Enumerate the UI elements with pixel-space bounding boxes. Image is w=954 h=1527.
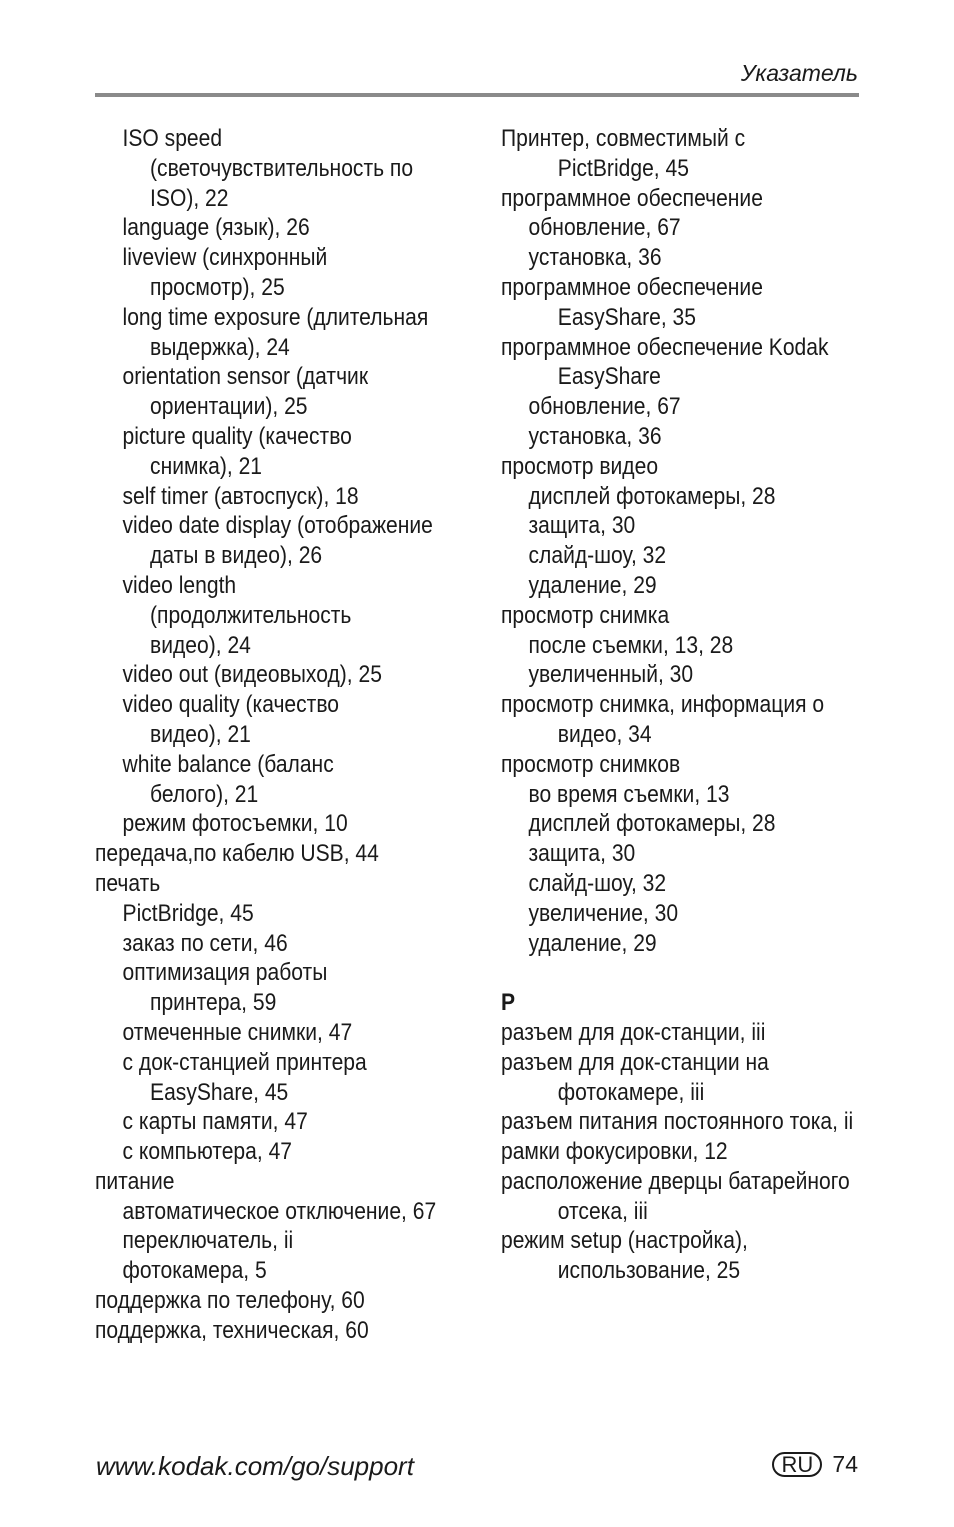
index-entry: просмотр снимка [501, 601, 670, 629]
index-entry: рамки фокусировки, 12 [501, 1138, 728, 1166]
index-entry: питание [95, 1167, 175, 1195]
index-entry: video quality (качество [122, 691, 340, 719]
index-entry: (светочувствительность по [150, 154, 414, 182]
index-entry: после съемки, 13, 28 [528, 631, 734, 659]
index-entry: разъем для док-станции на [501, 1048, 769, 1076]
index-entry: даты в видео), 26 [150, 542, 323, 570]
index-entry: переключатель, ii [122, 1227, 294, 1255]
index-entry: liveview (синхронный [122, 244, 328, 272]
index-entry: автоматическое отключение, 67 [122, 1197, 437, 1225]
index-entry: программное обеспечение Kodak [501, 333, 829, 361]
page-number: 74 [832, 1451, 858, 1477]
index-entry: отмеченные снимки, 47 [122, 1018, 353, 1046]
index-entry: с компьютера, 47 [122, 1138, 293, 1166]
index-entry: дисплей фотокамеры, 28 [528, 482, 776, 510]
index-entry: orientation sensor (датчик [122, 363, 369, 391]
index-entry: picture quality (качество [122, 422, 352, 450]
index-entry: ISO speed [122, 125, 223, 152]
index-column-right [501, 124, 871, 1286]
index-entry: передача,по кабелю USB, 44 [95, 840, 379, 868]
index-entry: режим setup (настройка), [501, 1227, 748, 1255]
index-entry: установка, 36 [528, 422, 662, 450]
index-entry: заказ по сети, 46 [122, 929, 288, 957]
index-entry: white balance (баланс [122, 750, 334, 778]
index-entry: video length [122, 571, 237, 599]
index-column-left [95, 124, 465, 1346]
index-entry: отсека, iii [557, 1197, 648, 1225]
language-badge: RU [772, 1452, 822, 1477]
page-title: Указатель [740, 60, 858, 86]
index-entry: использование, 25 [557, 1257, 741, 1285]
index-entry: с док-станцией принтера [122, 1048, 367, 1076]
index-entry: печать [95, 869, 161, 897]
index-entry: слайд-шоу, 32 [528, 542, 667, 570]
index-entry: Принтер, совместимый с [501, 125, 746, 152]
index-entry: видео), 21 [150, 720, 251, 748]
index-entry: просмотр видео [501, 452, 659, 480]
index-entry: EasyShare, 45 [150, 1078, 289, 1106]
index-entry: language (язык), 26 [122, 214, 310, 242]
index-entry: self timer (автоспуск), 18 [122, 482, 359, 510]
index-entry: ISO), 22 [150, 184, 229, 212]
index-entry: EasyShare, 35 [557, 303, 696, 331]
index-entry: разъем для док-станции, iii [501, 1018, 766, 1046]
index-entry: защита, 30 [528, 840, 636, 868]
index-entry: выдержка), 24 [150, 333, 290, 361]
header-divider [95, 93, 859, 97]
index-letter-heading: Р [501, 989, 516, 1017]
index-entry: видео), 24 [150, 631, 251, 659]
index-entry: PictBridge, 45 [122, 899, 254, 927]
index-entry: расположение дверцы батарейного [501, 1167, 850, 1195]
index-entry: просмотр снимков [501, 750, 681, 778]
index-entry: разъем питания постоянного тока, ii [501, 1108, 854, 1136]
index-entry: увеличение, 30 [528, 899, 679, 927]
index-entry: обновление, 67 [528, 214, 681, 242]
index-entry: программное обеспечение [501, 273, 763, 301]
index-entry: слайд-шоу, 32 [528, 869, 667, 897]
footer-right [772, 1451, 858, 1478]
index-entry: фотокамере, iii [557, 1078, 705, 1106]
index-entry: программное обеспечение [501, 184, 763, 212]
index-entry: белого), 21 [150, 780, 259, 808]
index-entry: режим фотосъемки, 10 [122, 810, 348, 838]
index-entry: видео, 34 [557, 720, 652, 748]
index-entry: установка, 36 [528, 244, 662, 272]
index-entry: video out (видеовыход), 25 [122, 661, 382, 689]
index-entry: принтера, 59 [150, 989, 277, 1017]
index-entry: удаление, 29 [528, 571, 657, 599]
index-entry: поддержка, техническая, 60 [95, 1316, 369, 1344]
index-entry: ориентации), 25 [150, 393, 308, 421]
index-entry: long time exposure (длительная [122, 303, 429, 331]
index-entry: удаление, 29 [528, 929, 657, 957]
index-entry: снимка), 21 [150, 452, 263, 480]
index-entry: фотокамера, 5 [122, 1257, 267, 1285]
index-entry: video date display (отображение [122, 512, 433, 540]
index-entry: защита, 30 [528, 512, 636, 540]
index-entry: PictBridge, 45 [557, 154, 689, 182]
index-entry: увеличенный, 30 [528, 661, 694, 689]
index-entry: дисплей фотокамеры, 28 [528, 810, 776, 838]
index-entry: оптимизация работы [122, 959, 328, 987]
index-entry: обновление, 67 [528, 393, 681, 421]
support-url[interactable]: www.kodak.com/go/support [96, 1451, 414, 1481]
index-entry: с карты памяти, 47 [122, 1108, 308, 1136]
index-entry: EasyShare [557, 363, 661, 391]
index-entry: просмотр снимка, информация о [501, 691, 825, 719]
index-entry: во время съемки, 13 [528, 780, 730, 808]
index-entry: (продолжительность [150, 601, 352, 629]
index-entry: просмотр), 25 [150, 273, 285, 301]
index-entry: поддержка по телефону, 60 [95, 1287, 365, 1315]
